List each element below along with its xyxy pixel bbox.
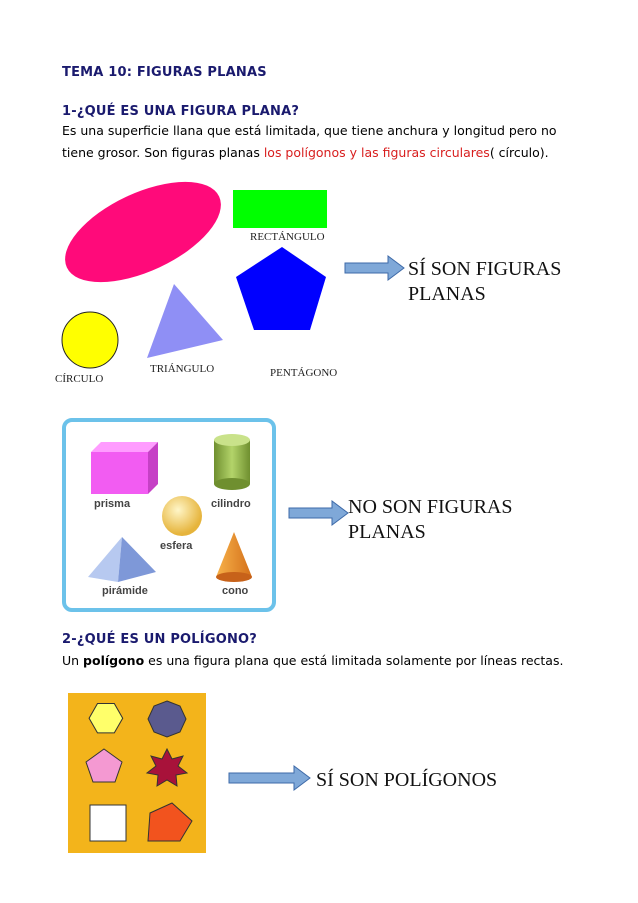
lavender-triangle: [147, 284, 223, 358]
green-rectangle: [233, 190, 327, 228]
sphere-label: esfera: [160, 540, 193, 552]
question-2-heading: 2-¿QUÉ ES UN POLÍGONO?: [62, 632, 258, 647]
prism-shape: [91, 442, 158, 494]
paragraph-text: Un: [62, 653, 84, 668]
right-arrow-icon: [344, 255, 406, 281]
paragraph-line-2: [62, 142, 632, 164]
cylinder-shape: [214, 434, 250, 490]
plane-figures-caption: [408, 257, 561, 307]
prism-label: prisma: [94, 498, 131, 510]
blue-pentagon: [236, 247, 326, 330]
question-1-paragraph: [62, 120, 632, 164]
pyramid-label: pirámide: [102, 585, 148, 597]
page-title: TEMA 10: FIGURAS PLANAS: [62, 65, 267, 80]
plane-shapes-figure: [55, 180, 375, 390]
highlight-text: los polígonos y las figuras circulares: [263, 145, 490, 160]
question-1-heading: 1-¿QUÉ ES UNA FIGURA PLANA?: [62, 104, 300, 119]
bold-term: polígono: [83, 653, 145, 668]
circle-label: CÍRCULO: [55, 373, 104, 385]
solids-figure: [62, 418, 276, 612]
right-arrow-icon: [288, 500, 350, 526]
triangle-label: TRIÁNGULO: [150, 363, 215, 375]
non-plane-figures-caption: [348, 495, 512, 545]
pink-ellipse: [55, 180, 236, 303]
caption-line: PLANAS: [348, 521, 426, 543]
rectangle-label: RECTÁNGULO: [250, 231, 325, 243]
paragraph-line-1: Es una superficie llana que está limitada, que tiene anchura y longitud pero no: [62, 123, 557, 138]
cylinder-label: cilindro: [211, 498, 251, 510]
white-square: [90, 805, 126, 841]
pyramid-shape: [88, 537, 156, 582]
right-arrow-icon: [228, 765, 312, 791]
caption-line: PLANAS: [408, 283, 486, 305]
caption-line: SÍ SON FIGURAS: [408, 258, 562, 280]
polygons-figure: [68, 693, 206, 853]
polygons-caption: SÍ SON POLÍGONOS: [316, 769, 498, 791]
cone-shape: [216, 532, 252, 582]
caption-line: NO SON FIGURAS: [348, 496, 513, 518]
paragraph-text-end: ( círculo).: [489, 145, 549, 160]
yellow-circle: [62, 312, 118, 368]
pentagon-label: PENTÁGONO: [270, 367, 338, 379]
sphere-shape: [162, 496, 202, 536]
solids-drawing: [66, 422, 272, 608]
paragraph-text-end: es una figura plana que está limitada solamente por líneas rectas.: [144, 653, 564, 668]
question-2-paragraph: [62, 650, 563, 672]
purple-heptagon: [148, 701, 186, 737]
paragraph-text: tiene grosor. Son figuras planas: [62, 145, 264, 160]
cone-label: cono: [222, 585, 249, 597]
